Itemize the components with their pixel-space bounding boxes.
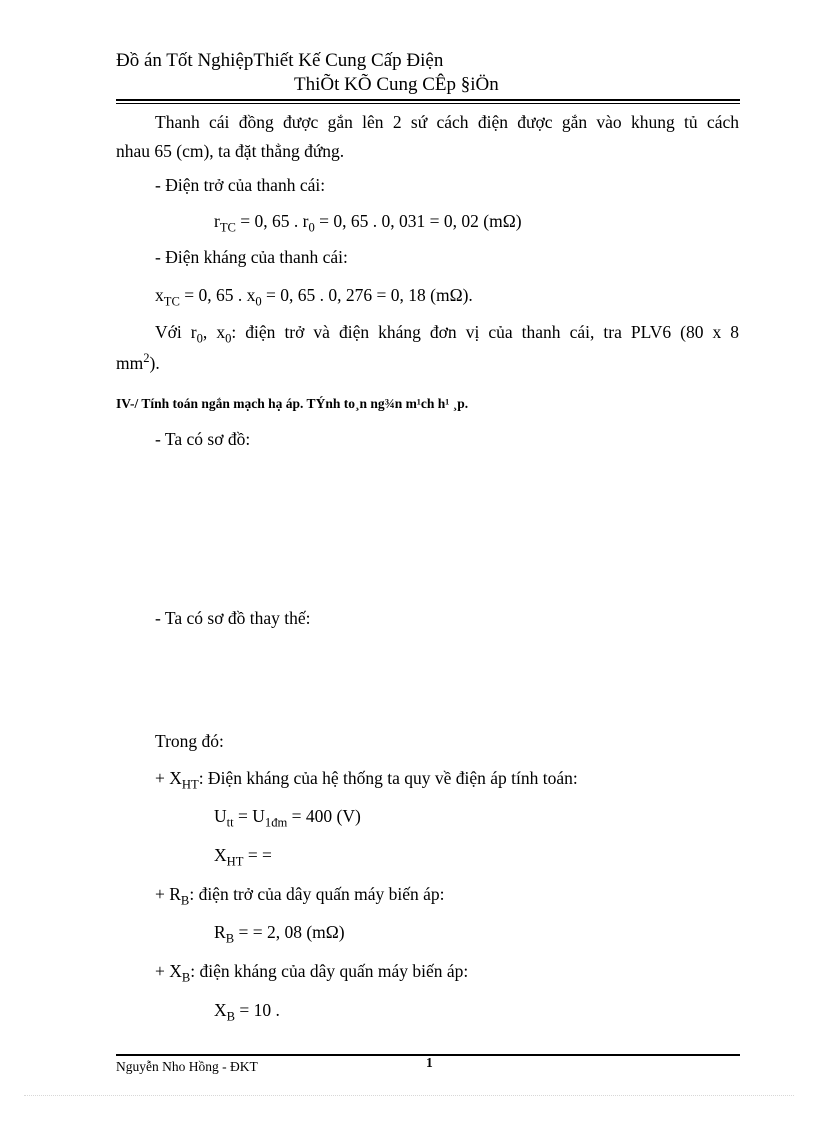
header-rule-thick [116, 99, 740, 101]
reactance-label: - Điện kháng của thanh cái: [155, 247, 348, 267]
xht-formula: $X_{HT}$ = = [214, 845, 272, 869]
intro-line1: Thanh cái đồng được gắn lên 2 sứ cách điện được gắn vào khung tủ cách [155, 112, 739, 132]
equivalent-diagram-label: - Ta có sơ đồ thay thế: [155, 608, 311, 628]
footer-author: Nguyễn Nho Hồng - ĐKT [116, 1059, 258, 1074]
xht-definition: + $X_{HT}$: Điện kháng của hệ thống ta quy về điện áp tính toán: [155, 768, 578, 792]
page-bottom-dotted-line [24, 1095, 794, 1096]
reactance-formula: $x_{TC} = 0$, 65 . $x_0 = 0$, 65 . 0, 276 = 0, 18 (mΩ). [155, 285, 473, 309]
header-rule-thin [116, 103, 740, 104]
section-title: IV-/ Tính toán ngắn mạch hạ áp. TÝnh to¸n ng¾n m¹ch h¹ ¸p. [116, 396, 469, 411]
diagram-label: - Ta có sơ đồ: [155, 429, 251, 449]
rb-formula: $R_B$ = = 2, 08 (mΩ) [214, 922, 345, 946]
unit-note-line2: $mm^2$). [116, 351, 160, 373]
xb-definition: + $X_B$: điện kháng của dây quấn máy biến áp: [155, 961, 469, 985]
resistance-label: - Điện trở của thanh cái: [155, 175, 326, 195]
header-title-line1: Đồ án Tốt NghiệpThiết Kế Cung Cấp Điện [116, 50, 444, 71]
page-number: 1 [426, 1055, 433, 1070]
xb-formula: $X_B = 10$ . [214, 1000, 280, 1024]
resistance-formula: $r_{TC} = 0$, 65 . $r_0 = 0$, 65 . 0, 031 = 0, 02 (mΩ) [214, 211, 522, 235]
rb-definition: + $R_B$: điện trở của dây quấn máy biến áp: [155, 884, 445, 908]
intro-line2: nhau 65 (cm), ta đặt thẳng đứng. [116, 141, 345, 161]
utt-formula: $U_{tt} = U_{1đm} = 400$ (V) [214, 806, 361, 830]
unit-note-line1: Với $r_0$, $x_0$: điện trở và điện kháng đơn vị của thanh cái, tra PLV6 (80 x 8 [155, 322, 740, 346]
where-label: Trong đó: [155, 731, 224, 751]
header-title-line2: ThiÕt KÕ Cung CÊp §iÖn [294, 74, 499, 95]
